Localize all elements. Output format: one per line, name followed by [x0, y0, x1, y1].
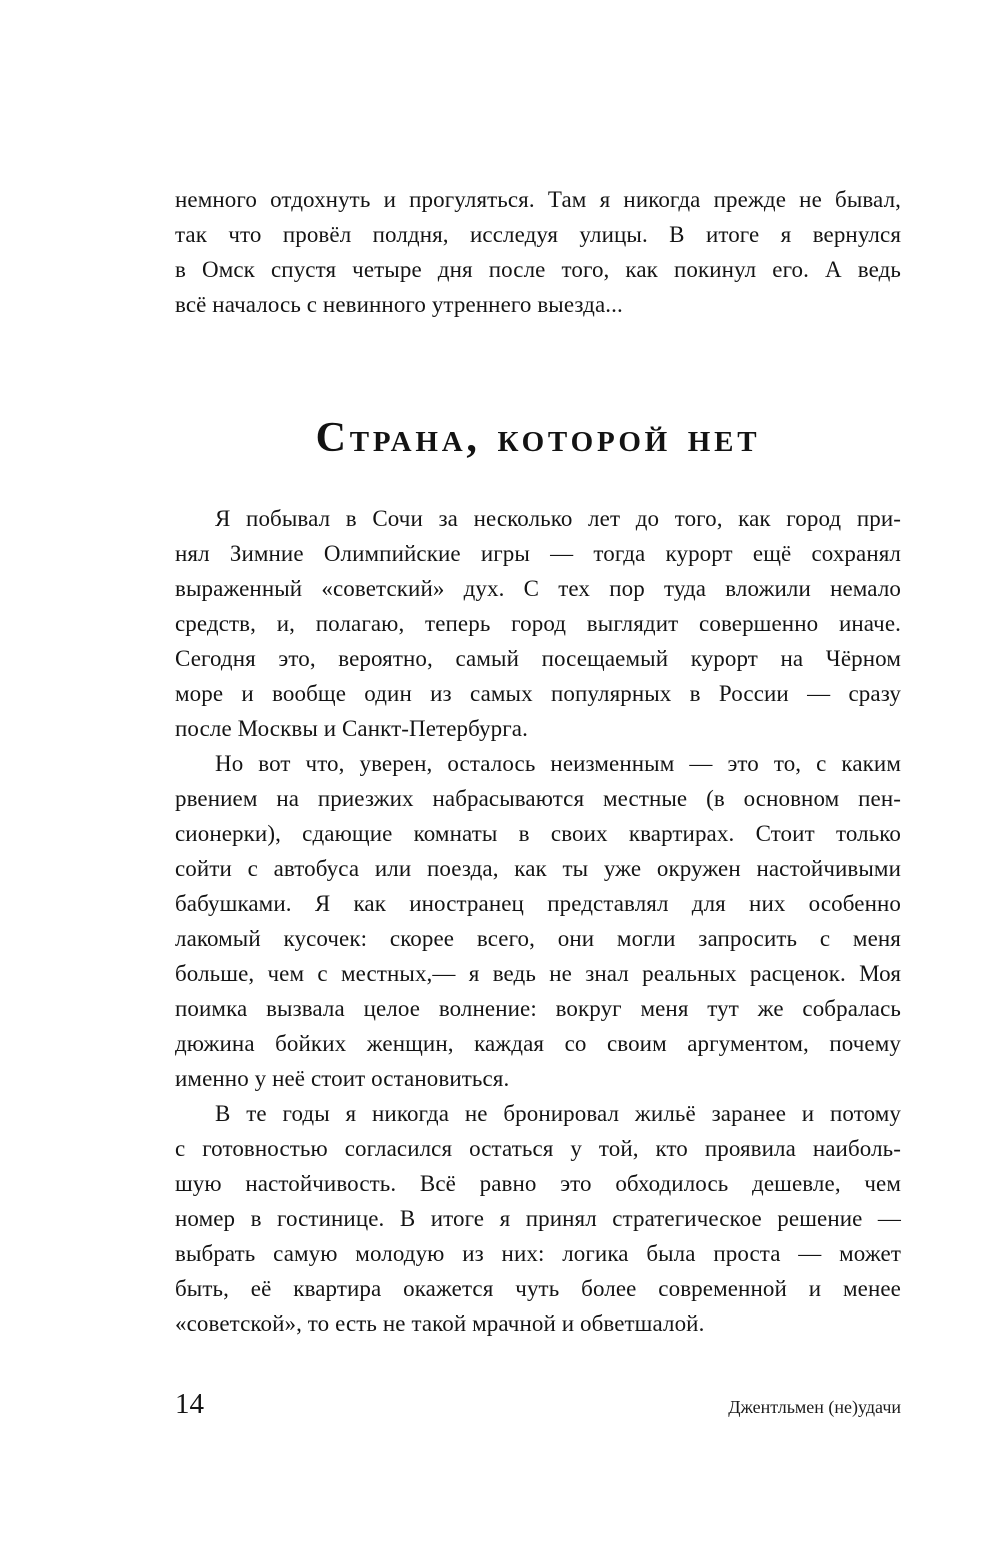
text-line: сойти с автобуса или поезда, как ты уже окружен настойчивыми	[175, 856, 901, 881]
text-line: немного отдохнуть и прогуляться. Там я никогда прежде не бывал,	[175, 187, 901, 212]
text-line: «советской», то есть не такой мрачной и обветшалой.	[175, 1311, 705, 1336]
text-line: поимка вызвала целое волнение: вокруг меня тут же собралась	[175, 996, 901, 1021]
text-line: больше, чем с местных,— я ведь не знал реальных расценок. Моя	[175, 961, 901, 986]
text-block	[175, 182, 901, 1341]
text-line: именно у неё стоит остановиться.	[175, 1066, 510, 1091]
text-line: шую настойчивость. Всё равно это обходилось дешевле, чем	[175, 1171, 901, 1196]
text-line: дюжина бойких женщин, каждая со своим аргументом, почему	[175, 1031, 901, 1056]
text-line: бабушками. Я как иностранец представлял для них особенно	[175, 891, 901, 916]
text-line: лакомый кусочек: скорее всего, они могли запросить с меня	[175, 926, 901, 951]
chapter-heading: Страна, которой нет	[315, 415, 761, 461]
page-footer	[175, 1388, 901, 1420]
paragraph-continuation	[175, 182, 901, 322]
text-line: с готовностью согласился остаться у той, кто проявила наиболь-	[175, 1136, 901, 1161]
paragraph	[175, 1096, 901, 1341]
text-line: средств, и, полагаю, теперь город выглядит совершенно иначе.	[175, 611, 901, 636]
paragraph	[175, 501, 901, 746]
text-line: В те годы я никогда не бронировал жильё заранее и потому	[215, 1101, 901, 1126]
text-line: номер в гостинице. В итоге я принял стратегическое решение —	[175, 1206, 901, 1231]
page-number: 14	[175, 1388, 204, 1420]
text-line: быть, её квартира окажется чуть более современной и менее	[175, 1276, 901, 1301]
text-line: Сегодня это, вероятно, самый посещаемый курорт на Чёрном	[175, 646, 901, 671]
text-line: нял Зимние Олимпийские игры — тогда курорт ещё сохранял	[175, 541, 901, 566]
paragraph	[175, 746, 901, 1096]
text-line: Я побывал в Сочи за несколько лет до того, как город при-	[215, 506, 901, 531]
text-line: Но вот что, уверен, осталось неизменным — это то, с каким	[215, 751, 901, 776]
text-line: после Москвы и Санкт-Петербурга.	[175, 716, 528, 741]
text-line: так что провёл полдня, исследуя улицы. В итоге я вернулся	[175, 222, 901, 247]
text-line: выраженный «советский» дух. С тех пор туда вложили немало	[175, 576, 901, 601]
running-title: Джентльмен (не)удачи	[728, 1397, 901, 1417]
text-line: всё началось с невинного утреннего выезда...	[175, 292, 623, 317]
text-line: в Омск спустя четыре дня после того, как покинул его. А ведь	[175, 257, 901, 282]
text-line: сионерки), сдающие комнаты в своих квартирах. Стоит только	[175, 821, 901, 846]
text-line: выбрать самую молодую из них: логика была проста — может	[175, 1241, 901, 1266]
text-line: море и вообще один из самых популярных в России — сразу	[175, 681, 901, 706]
text-line: рвением на приезжих набрасываются местные (в основном пен-	[175, 786, 901, 811]
